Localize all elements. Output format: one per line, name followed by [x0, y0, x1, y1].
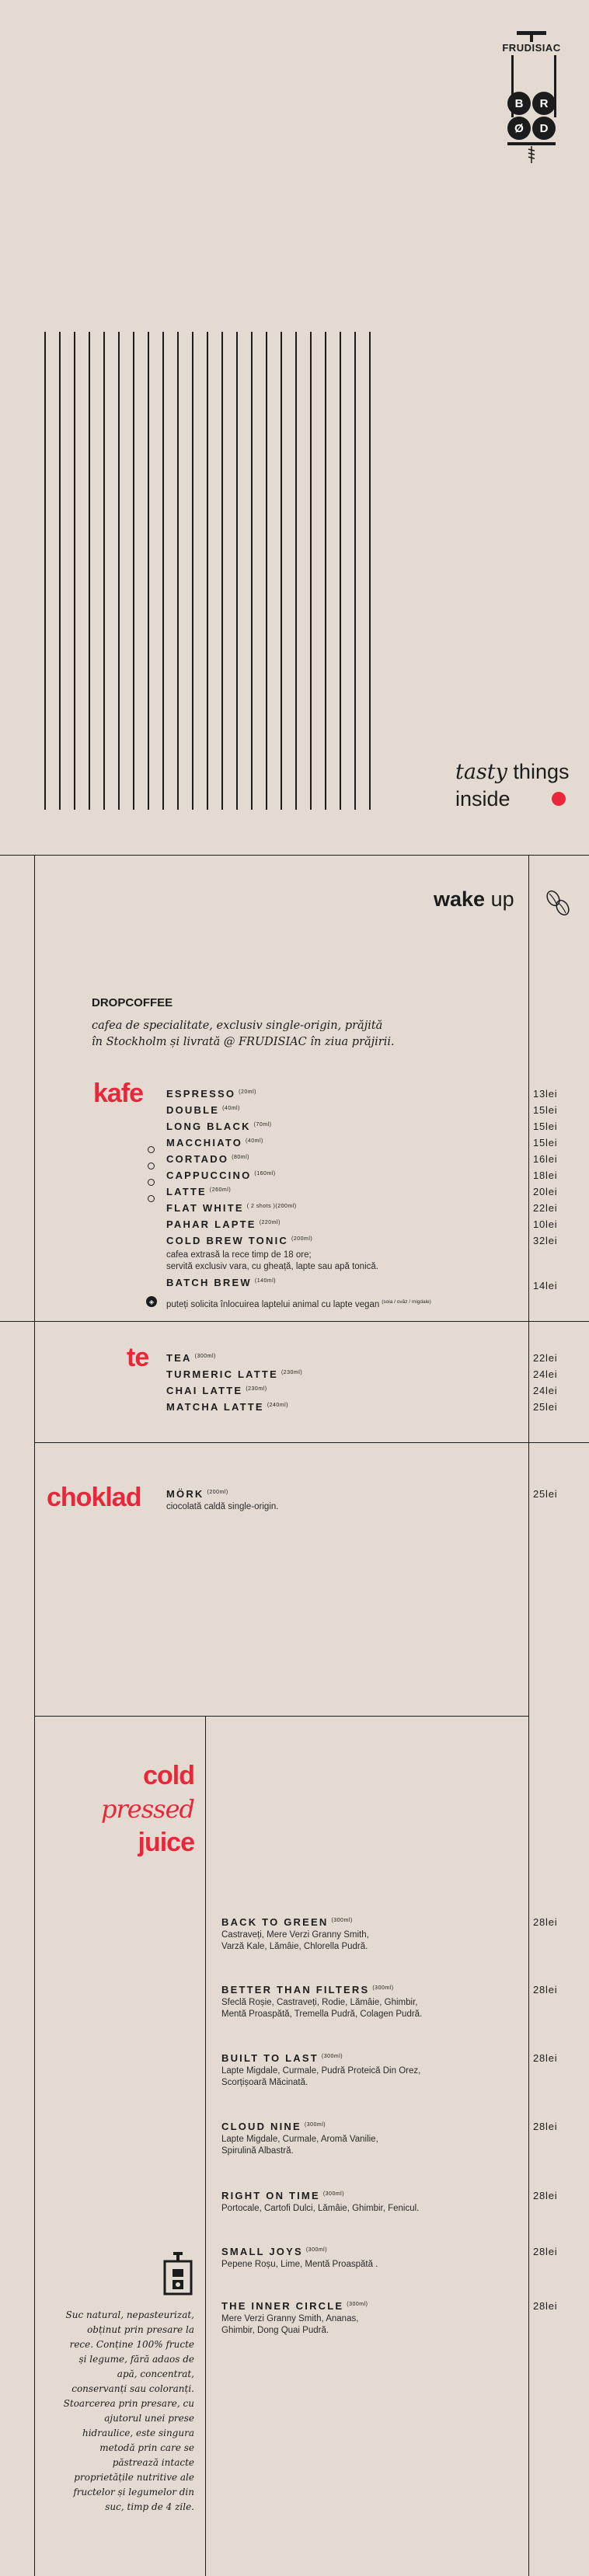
menu-item — [166, 1352, 216, 1364]
item-price: 28lei — [533, 2052, 558, 2064]
menu-item — [166, 1385, 267, 1396]
menu-item — [221, 2190, 344, 2201]
wake-up-title — [434, 887, 514, 912]
stripe — [192, 332, 193, 810]
item-size: (230ml) — [246, 1386, 267, 1392]
desc-line: Lapte Migdale, Curmale, Pudră Proteică Din Orez, — [221, 2066, 421, 2076]
menu-item — [166, 1488, 228, 1500]
menu-item — [166, 1169, 276, 1181]
kafe-title: kafe — [93, 1079, 144, 1108]
cold-brew-description — [166, 1250, 378, 1273]
item-size: (300ml) — [194, 1353, 216, 1359]
item-name: BACK TO GREEN — [221, 1916, 329, 1928]
tagline-tasty: tasty — [455, 760, 507, 784]
stripe — [281, 332, 282, 810]
item-size: (20ml) — [239, 1089, 256, 1095]
dropcoffee-desc-line: cafea de specialitate, exclusiv single-origin, prăjită — [92, 1020, 383, 1032]
item-name: CHAI LATTE — [166, 1385, 243, 1396]
menu-item — [221, 1984, 394, 1996]
item-name: BUILT TO LAST — [221, 2052, 319, 2064]
item-price: 15lei — [533, 1121, 558, 1132]
side-text-line: Stoarcerea prin presare, cu — [63, 2398, 194, 2409]
item-size: (40ml) — [246, 1138, 263, 1144]
item-name: MÖRK — [166, 1488, 204, 1500]
item-price: 18lei — [533, 1169, 558, 1181]
item-size: ( 2 shots )(200ml) — [246, 1203, 297, 1209]
item-size: (300ml) — [322, 2191, 345, 2197]
item-size: (200ml) — [291, 1236, 313, 1242]
red-dot — [552, 792, 566, 806]
item-name: LATTE — [166, 1186, 207, 1197]
stripe — [118, 332, 120, 810]
item-size: (240ml) — [267, 1402, 289, 1408]
desc-line: Lapte Migdale, Curmale, Aromă Vanilie, — [221, 2135, 378, 2144]
item-size: (300ml) — [347, 2301, 368, 2307]
item-price: 32lei — [533, 1235, 558, 1246]
menu-item — [166, 1104, 240, 1116]
side-text-line: și legume, fără adaos de — [78, 2354, 194, 2365]
stripe — [325, 332, 326, 810]
stripe — [236, 332, 238, 810]
dropcoffee-description — [92, 1018, 395, 1051]
wake-word: wake — [434, 887, 486, 911]
menu-item — [166, 1202, 297, 1214]
side-text-line: conservanți sau coloranți. — [71, 2383, 194, 2394]
stripe — [89, 332, 90, 810]
stripe — [148, 332, 149, 810]
side-text-line: păstrează intacte — [112, 2457, 194, 2468]
side-text-line: Suc natural, nepasteurizat, — [65, 2309, 194, 2320]
item-size: (300ml) — [321, 2053, 343, 2059]
item-size: (200ml) — [207, 1489, 228, 1495]
item-name: CAPPUCCINO — [166, 1169, 252, 1181]
vegan-note-small: (soia / ovăz / migdale) — [382, 1299, 431, 1305]
menu-item — [221, 2300, 368, 2312]
menu-item — [221, 2246, 327, 2257]
juice-left-rule — [205, 1716, 206, 2576]
logo-letter-r: R — [532, 92, 556, 115]
vegan-note-text: puteți solicita înlocuirea laptelui animal cu lapte vegan — [166, 1299, 380, 1309]
juice-title-pressed: pressed — [101, 1794, 194, 1824]
item-name: THE INNER CIRCLE — [221, 2300, 344, 2312]
vegan-note — [166, 1296, 431, 1311]
item-name: LONG BLACK — [166, 1121, 251, 1132]
item-price: 24lei — [533, 1385, 558, 1396]
item-price: 13lei — [533, 1088, 558, 1100]
menu-item — [166, 1218, 281, 1230]
menu-item — [221, 2052, 343, 2064]
side-text-line: obținut prin presare la — [87, 2324, 194, 2335]
juice-description — [221, 1929, 369, 1953]
item-price: 25lei — [533, 1401, 558, 1413]
item-name: MATCHA LATTE — [166, 1401, 264, 1413]
stripe — [177, 332, 179, 810]
tagline — [455, 758, 569, 812]
item-price: 22lei — [533, 1202, 558, 1214]
vegan-leaf-icon: ◈ — [146, 1296, 157, 1307]
item-price: 15lei — [533, 1137, 558, 1149]
dropcoffee-desc-line: în Stockholm și livrată @ FRUDISIAC în ziua prăjirii. — [92, 1036, 395, 1048]
item-name: FLAT WHITE — [166, 1202, 244, 1214]
desc-line: Scorțișoară Măcinată. — [221, 2078, 308, 2087]
stripe — [59, 332, 61, 810]
stripe — [354, 332, 356, 810]
bullet-circle — [148, 1146, 155, 1153]
stripe — [162, 332, 164, 810]
juice-description — [221, 2134, 378, 2157]
desc-line: Mentă Proaspătă, Tremella Pudră, Colagen Pudră. — [221, 2010, 423, 2019]
item-name: TEA — [166, 1352, 192, 1364]
choklad-description: ciocolată caldă single-origin. — [166, 1502, 279, 1511]
juice-description — [221, 2203, 419, 2215]
menu-item — [166, 1277, 276, 1288]
desc-line: Mere Verzi Granny Smith, Ananas, — [221, 2314, 359, 2323]
stripe — [44, 332, 46, 810]
bullet-circle — [148, 1195, 155, 1202]
press-handle-icon — [517, 30, 546, 42]
item-size: (300ml) — [372, 1985, 394, 1991]
item-size: (160ml) — [254, 1170, 276, 1176]
desc-line: Sfeclă Roșie, Castraveți, Rodie, Lămâie, Ghimbir, — [221, 1998, 418, 2007]
menu-item — [221, 1916, 353, 1928]
desc-line: Ghimbir, Dong Quai Pudră. — [221, 2326, 329, 2335]
juice-description — [221, 1997, 422, 2020]
desc-line: servită exclusiv vara, cu gheață, lapte sau apă tonică. — [166, 1262, 378, 1271]
screw-icon — [527, 146, 536, 165]
desc-line: Pepene Roșu, Lime, Mentă Proaspătă . — [221, 2260, 378, 2269]
stripe — [133, 332, 134, 810]
juice-description — [221, 2259, 378, 2271]
desc-line: Spirulină Albastră. — [221, 2146, 294, 2156]
juice-title — [92, 1759, 194, 1860]
side-text-line: metodă prin care se — [99, 2442, 194, 2453]
item-name: SMALL JOYS — [221, 2246, 303, 2257]
desc-line: Portocale, Cartofi Dulci, Lămâie, Ghimbir, Fenicul. — [221, 2204, 420, 2213]
desc-line: Castraveți, Mere Verzi Granny Smith, — [221, 1930, 369, 1940]
item-name: COLD BREW TONIC — [166, 1235, 288, 1246]
menu-item — [166, 1235, 312, 1246]
item-size: (80ml) — [232, 1154, 249, 1160]
item-price: 20lei — [533, 1186, 558, 1197]
item-size: (220ml) — [259, 1219, 281, 1225]
logo-base — [507, 142, 556, 145]
item-size: (260ml) — [209, 1187, 232, 1193]
juice-side-text — [40, 2308, 194, 2515]
juice-title-cold: cold — [143, 1761, 194, 1790]
stripe — [207, 332, 208, 810]
juice-press-icon — [163, 2252, 193, 2295]
side-text-line: suc, timp de 4 zile. — [105, 2501, 194, 2512]
menu-item — [221, 2121, 326, 2132]
item-size: (300ml) — [304, 2121, 326, 2128]
menu-item — [166, 1121, 272, 1132]
side-text-line: apă, concentrat, — [117, 2369, 194, 2379]
menu-item — [166, 1153, 249, 1165]
tagline-inside: inside — [455, 787, 511, 810]
tagline-things: things — [507, 760, 570, 783]
juice-description — [221, 2065, 420, 2089]
choklad-title: choklad — [47, 1483, 141, 1512]
divider-te-choklad — [34, 1442, 589, 1443]
side-text-line: proprietățile nutritive ale — [74, 2472, 194, 2483]
item-size: (40ml) — [222, 1105, 240, 1111]
item-price: 28lei — [533, 2300, 558, 2312]
item-size: (140ml) — [254, 1278, 277, 1284]
up-word: up — [485, 887, 514, 911]
stripe — [295, 332, 297, 810]
divider-kafe-te — [0, 1321, 589, 1322]
menu-item — [166, 1368, 302, 1380]
item-price: 14lei — [533, 1280, 558, 1291]
juice-title-juice: juice — [138, 1828, 194, 1857]
item-size: (300ml) — [305, 2247, 328, 2253]
item-size: (70ml) — [253, 1121, 272, 1128]
item-size: (300ml) — [331, 1917, 353, 1923]
item-price: 22lei — [533, 1352, 558, 1364]
right-rule — [528, 855, 529, 2576]
desc-line: Varză Kale, Lămâie, Chlorella Pudră. — [221, 1942, 368, 1951]
logo-letter-d: D — [532, 117, 556, 140]
item-price: 15lei — [533, 1104, 558, 1116]
item-name: RIGHT ON TIME — [221, 2190, 320, 2201]
menu-item — [166, 1401, 288, 1413]
divider-choklad-juice — [34, 1716, 528, 1717]
side-text-line: hidraulice, este singura — [82, 2428, 194, 2438]
item-name: CORTADO — [166, 1153, 229, 1165]
desc-line: cafea extrasă la rece timp de 18 ore; — [166, 1250, 312, 1260]
stripe — [340, 332, 341, 810]
juice-description — [221, 2313, 358, 2337]
te-title: te — [127, 1343, 149, 1372]
item-name: CLOUD NINE — [221, 2121, 301, 2132]
item-name: TURMERIC LATTE — [166, 1368, 278, 1380]
item-price: 28lei — [533, 1984, 558, 1996]
brand-name: FRUDISIAC — [502, 42, 561, 54]
stripe — [266, 332, 267, 810]
item-name: MACCHIATO — [166, 1137, 243, 1149]
item-price: 28lei — [533, 2121, 558, 2132]
item-name: PAHAR LAPTE — [166, 1218, 256, 1230]
divider-top — [0, 855, 589, 856]
stripe — [369, 332, 371, 810]
coffee-beans-icon — [544, 889, 572, 917]
item-name: DOUBLE — [166, 1104, 220, 1116]
bullet-circle — [148, 1179, 155, 1186]
logo-letter-b: B — [507, 92, 531, 115]
item-price: 25lei — [533, 1488, 558, 1500]
item-price: 28lei — [533, 2190, 558, 2201]
side-text-line: rece. Conține 100% fructe — [69, 2339, 194, 2350]
dropcoffee-title: DROPCOFFEE — [92, 996, 173, 1009]
item-name: ESPRESSO — [166, 1088, 236, 1100]
item-price: 16lei — [533, 1153, 558, 1165]
item-name: BETTER THAN FILTERS — [221, 1984, 370, 1996]
stripe — [103, 332, 105, 810]
menu-item — [166, 1088, 256, 1100]
menu-item — [166, 1137, 263, 1149]
item-name: BATCH BREW — [166, 1277, 252, 1288]
logo-letter-o: Ø — [507, 117, 531, 140]
menu-item — [166, 1186, 231, 1197]
item-price: 24lei — [533, 1368, 558, 1380]
item-size: (230ml) — [281, 1369, 303, 1375]
item-price: 10lei — [533, 1218, 558, 1230]
stripe — [251, 332, 253, 810]
stripe — [310, 332, 312, 810]
stripe — [74, 332, 75, 810]
item-price: 28lei — [533, 1916, 558, 1928]
bullet-circle — [148, 1163, 155, 1169]
stripe — [221, 332, 223, 810]
side-text-line: ajutorul unei prese — [104, 2413, 194, 2424]
item-price: 28lei — [533, 2246, 558, 2257]
side-text-line: fructelor și legumelor din — [73, 2487, 194, 2498]
